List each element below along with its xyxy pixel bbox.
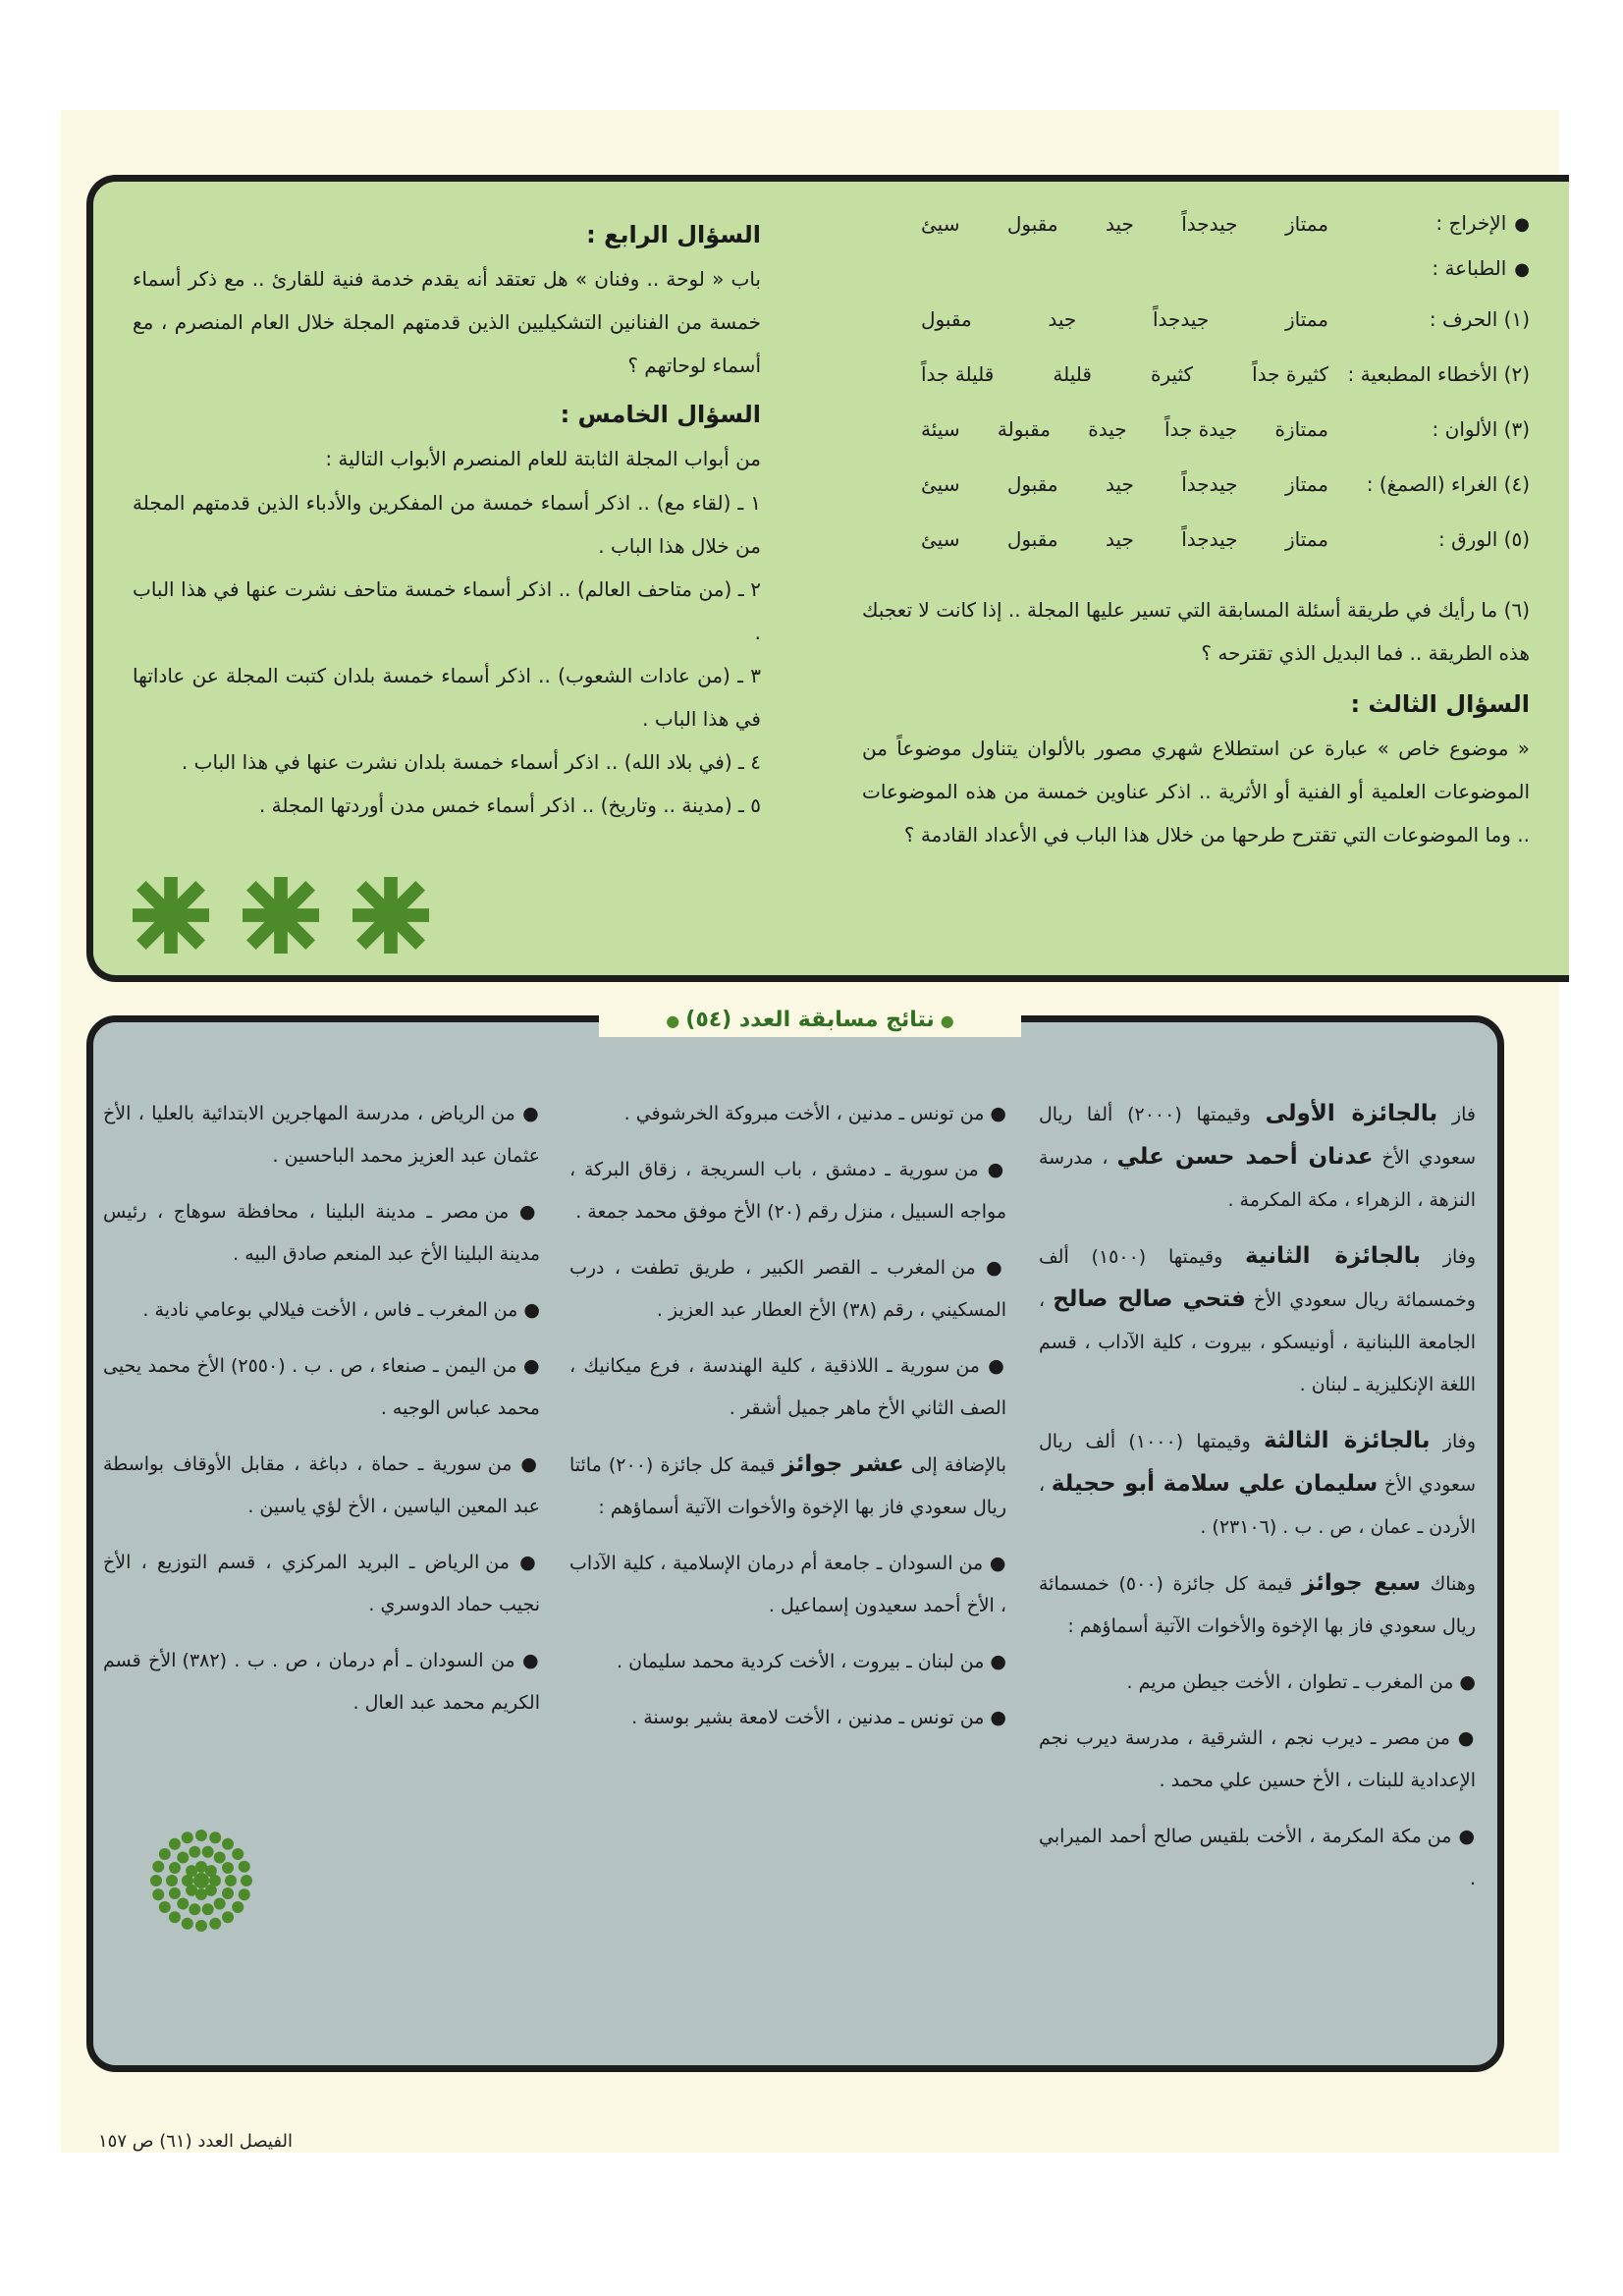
bullet-icon: ● <box>514 1103 541 1124</box>
result-entry <box>569 1345 1006 1430</box>
result-entry <box>569 1093 1006 1135</box>
rating-label: ● الطباعة : <box>1328 246 1530 292</box>
result-lead: فاز <box>1437 1104 1476 1125</box>
bullet-icon: ● <box>514 1650 540 1671</box>
rating-option: قليلة <box>1053 362 1092 386</box>
result-text: من المغرب ـ تطوان ، الأخت جيطن مريم . <box>1126 1671 1454 1693</box>
rating-option: ممتاز <box>1284 211 1328 236</box>
rating-option: جيد <box>1105 472 1134 496</box>
result-text: من الرياض ، مدرسة المهاجرين الابتدائية بالعليا ، الأخ عثمان عبد العزيز محمد الباحسين . <box>103 1103 540 1167</box>
questions-left-column <box>133 182 761 975</box>
rating-option: مقبولة <box>997 417 1051 441</box>
rating-row <box>862 402 1530 457</box>
result-entry <box>103 1640 540 1724</box>
result-entry <box>1039 1562 1476 1648</box>
result-entry <box>1039 1816 1476 1900</box>
bullet-icon: ● <box>984 1707 1006 1728</box>
result-entry <box>569 1697 1006 1739</box>
result-lead: وفاز <box>1430 1431 1476 1452</box>
result-entry <box>1039 1662 1476 1704</box>
result-text: من لبنان ـ بيروت ، الأخت كردية محمد سليمان . <box>617 1651 985 1672</box>
dot-icon: ● <box>666 1011 680 1030</box>
result-text: وقيمتها (٢٠٠٠) ألفا ريال سعودي الأخ <box>1039 1104 1476 1169</box>
question-3-title: السؤال الثالث : <box>1350 690 1530 718</box>
question-6: (٦) ما رأيك في طريقة أسئلة المسابقة التي تسير عليها المجلة .. إذا كانت لا تعجبك هذه الطريقة .. فما البديل الذي تقترحه ؟ <box>862 598 1530 665</box>
question-5-title: السؤال الخامس : <box>560 401 761 428</box>
result-lead: وهناك <box>1421 1573 1476 1595</box>
rating-option: مقبول <box>1006 472 1058 496</box>
rating-label: (٤) الغراء (الصمغ) : <box>1366 472 1530 496</box>
result-text: قيمة كل جائزة (٢٠٠) مائتا ريال سعودي فاز بها الإخوة والأخوات الآتية أسماؤهم : <box>569 1454 1006 1518</box>
result-entry <box>569 1641 1006 1683</box>
rating-label: (٣) الألوان : <box>1432 417 1530 441</box>
result-prize: بالجائزة الثالثة <box>1264 1428 1431 1453</box>
decorative-flower-icon <box>147 1827 255 1935</box>
result-text: من تونس ـ مدنين ، الأخت مبروكة الخرشوفي . <box>623 1103 985 1124</box>
result-name: فتحي صالح صالح <box>1053 1286 1246 1312</box>
results-banner-title: نتائج مسابقة العدد (٥٤) <box>685 1008 935 1032</box>
result-entry <box>569 1543 1006 1627</box>
result-entry <box>1039 1093 1476 1222</box>
result-entry <box>569 1247 1006 1332</box>
rating-option: مقبول <box>1006 527 1058 551</box>
rating-label: ● الإخراج : <box>1328 201 1530 246</box>
question-5-item: ٥ ـ (مدينة .. وتاريخ) .. اذكر أسماء خمس مدن أوردتها المجلة . <box>258 793 761 817</box>
rating-row <box>862 246 1530 292</box>
rating-options <box>862 347 1328 402</box>
bullet-icon: ● <box>512 1453 540 1475</box>
rating-row <box>862 512 1530 567</box>
questions-right-column <box>862 182 1530 975</box>
rating-option: كثيرة <box>1150 362 1194 386</box>
rating-option: جيدجداً <box>1152 307 1210 331</box>
bullet-icon: ● <box>983 1553 1006 1574</box>
rating-option: جيدة <box>1088 417 1127 441</box>
rating-label: (٥) الورق : <box>1438 527 1530 551</box>
result-text: من تونس ـ مدنين ، الأخت لامعة بشير بوسنة . <box>631 1707 985 1728</box>
result-entry <box>1039 1235 1476 1406</box>
bullet-icon: ● <box>980 1355 1006 1377</box>
rating-option: ممتاز <box>1284 527 1328 551</box>
question-4-title: السؤال الرابع : <box>586 221 761 248</box>
rating-option: جيدجداً <box>1181 211 1238 236</box>
decorative-stars <box>133 877 429 954</box>
rating-options <box>862 292 1328 347</box>
result-text: من السودان ـ أم درمان ، ص . ب . (٣٨٢) الأخ قسم الكريم محمد عبد العال . <box>103 1650 540 1714</box>
bullet-icon: ● <box>1451 1826 1476 1847</box>
bullet-icon: ● <box>975 1257 1006 1279</box>
result-text: من الرياض ـ البريد المركزي ، قسم التوزيع ، الأخ نجيب حماد الدوسري . <box>103 1552 540 1615</box>
rating-option: سيئ <box>921 211 960 236</box>
rating-row <box>862 347 1530 402</box>
result-rest: ، الأردن ـ عمان ، ص . ب . (٢٣١٠٦) . <box>1039 1474 1476 1538</box>
rating-option: جيد <box>1105 527 1134 551</box>
rating-option: مقبول <box>1006 211 1058 236</box>
bullet-icon: ● <box>517 1299 540 1321</box>
result-entry <box>103 1542 540 1626</box>
result-text: وقيمتها (١٠٠٠) ألف ريال سعودي الأخ <box>1039 1431 1477 1496</box>
result-text: وقيمتها (١٥٠٠) ألف وخمسمائة ريال سعودي الأخ <box>1039 1246 1476 1311</box>
rating-rows <box>862 201 1530 567</box>
rating-option: ممتاز <box>1284 307 1328 331</box>
question-5-intro: من أبواب المجلة الثابتة للعام المنصرم الأبواب التالية : <box>325 447 761 470</box>
result-entry <box>103 1289 540 1332</box>
bullet-icon: ● <box>516 1355 541 1377</box>
rating-option: جيدة جداً <box>1163 417 1238 441</box>
rating-option: جيدجداً <box>1181 527 1238 551</box>
rating-options <box>862 512 1328 567</box>
asterisk-icon <box>352 877 429 954</box>
question-5-item: ١ ـ (لقاء مع) .. اذكر أسماء خمسة من المفكرين والأدباء الذين قدمتهم المجلة من خلال هذا الباب . <box>133 491 761 558</box>
results-column-1 <box>1039 1093 1476 1914</box>
rating-option: قليلة جداً <box>921 362 995 386</box>
result-name: سليمان علي سلامة أبو حجيلة <box>1051 1471 1379 1497</box>
result-rest: ، الجامعة اللبنانية ، أونيسكو ، بيروت ، كلية الآداب ، قسم اللغة الإنكليزية ـ لبنان . <box>1039 1289 1476 1395</box>
bullet-icon: ● <box>509 1201 540 1223</box>
result-prize: عشر جوائز <box>782 1451 904 1477</box>
question-5-item: ٣ ـ (من عادات الشعوب) .. اذكر أسماء خمسة بلدان كتبت المجلة عن عاداتها في هذا الباب . <box>133 664 761 731</box>
result-prize: بالجائزة الثانية <box>1245 1243 1421 1269</box>
rating-option: جيد <box>1105 211 1134 236</box>
rating-label: (١) الحرف : <box>1429 307 1530 331</box>
result-entry <box>1039 1420 1476 1549</box>
result-text: من المغرب ـ فاس ، الأخت فيلالي بوعامي نادية . <box>142 1299 518 1321</box>
bullet-icon: ● <box>984 1103 1006 1124</box>
rating-options <box>862 402 1328 457</box>
question-5-items <box>133 481 761 827</box>
rating-option: جيدجداً <box>1181 472 1238 496</box>
result-text: من سورية ـ اللاذقية ، كلية الهندسة ، فرع ميكانيك ، الصف الثاني الأخ ماهر جميل أشقر . <box>569 1355 1006 1419</box>
result-entry <box>569 1444 1006 1529</box>
rating-row <box>862 457 1530 512</box>
rating-row <box>862 292 1530 347</box>
result-text: من اليمن ـ صنعاء ، ص . ب . (٢٥٥٠) الأخ محمد يحيى محمد عباس الوجيه . <box>103 1355 540 1419</box>
bullet-icon: ● <box>978 1159 1006 1180</box>
rating-option: مقبول <box>921 307 972 331</box>
result-prize: بالجائزة الأولى <box>1265 1101 1438 1126</box>
questions-box <box>86 175 1569 982</box>
question-3-text: « موضوع خاص » عبارة عن استطلاع شهري مصور بالألوان يتناول موضوعاً من الموضوعات العلمية أو الفنية أو الأثرية .. اذكر عناوين خمسة من هذه الموضوعات .. وما الموضوعات التي تقترح طرحها من خلال هذا الباب في الأعداد القادمة ؟ <box>862 737 1530 847</box>
result-text: من مصر ـ ديرب نجم ، الشرقية ، مدرسة ديرب نجم الإعدادية للبنات ، الأخ حسين علي محمد . <box>1039 1727 1476 1791</box>
result-lead: وفاز <box>1420 1246 1477 1268</box>
rating-option: سيئة <box>921 417 960 441</box>
rating-option: سيئ <box>921 472 960 496</box>
bullet-icon: ● <box>509 1552 540 1573</box>
result-lead: بالإضافة إلى <box>903 1454 1006 1476</box>
dot-icon: ● <box>940 1011 954 1030</box>
bullet-icon: ● <box>1449 1727 1476 1749</box>
result-text: من سورية ـ حماة ، دباغة ، مقابل الأوقاف بواسطة عبد المعين الياسين ، الأخ لؤي ياسين . <box>103 1453 540 1517</box>
result-text: من مصر ـ مدينة البلينا ، محافظة سوهاج ، رئيس مدينة البلينا الأخ عبد المنعم صادق البيه . <box>103 1201 540 1265</box>
result-text: من المغرب ـ القصر الكبير ، طريق تطفت ، درب المسكيني ، رقم (٣٨) الأخ العطار عبد العزيز . <box>569 1257 1006 1321</box>
rating-option: سيئ <box>921 527 960 551</box>
result-prize: سبع جوائز <box>1301 1570 1422 1596</box>
asterisk-icon <box>243 877 319 954</box>
question-5-item: ٤ ـ (في بلاد الله) .. اذكر أسماء خمسة بلدان نشرت عنها في هذا الباب . <box>181 750 761 774</box>
bullet-icon: ● <box>1453 1671 1476 1693</box>
result-text: من السودان ـ جامعة أم درمان الإسلامية ، كلية الآداب ، الأخ أحمد سعيدون إسماعيل . <box>569 1553 1006 1616</box>
result-entry <box>569 1149 1006 1233</box>
results-column-2 <box>569 1093 1006 1753</box>
rating-label: (٢) الأخطاء المطبعية : <box>1347 362 1530 386</box>
rating-option: ممتازة <box>1274 417 1328 441</box>
result-entry <box>103 1444 540 1528</box>
result-entry <box>103 1345 540 1430</box>
rating-option: كثيرة جداً <box>1252 362 1328 386</box>
result-entry <box>103 1093 540 1177</box>
result-entry <box>103 1191 540 1276</box>
question-4-text: باب « لوحة .. وفنان » هل تعتقد أنه يقدم خدمة فنية للقارئ .. مع ذكر أسماء خمسة من الفنانين التشكيليين الذين قدمتهم المجلة خلال العام المنصرم ، مع أسماء لوحاتهم ؟ <box>133 267 761 377</box>
rating-option: جيد <box>1048 307 1077 331</box>
rating-row <box>862 201 1530 246</box>
result-rest: ، مدرسة النزهة ، الزهراء ، مكة المكرمة . <box>1039 1147 1476 1211</box>
results-column-3 <box>103 1093 540 1738</box>
result-text: من مكة المكرمة ، الأخت بلقيس صالح أحمد الميرابي . <box>1039 1826 1476 1889</box>
rating-options <box>862 202 1328 246</box>
result-text: قيمة كل جائزة (٥٠٠) خمسمائة ريال سعودي فاز بها الإخوة والأخوات الآتية أسماؤهم : <box>1039 1573 1476 1637</box>
results-box <box>86 1015 1504 2072</box>
rating-options <box>862 457 1328 512</box>
question-5-item: ٢ ـ (من متاحف العالم) .. اذكر أسماء خمسة متاحف نشرت عنها في هذا الباب . <box>133 577 761 644</box>
page-footer: الفيصل العدد (٦١) ص ١٥٧ <box>98 2131 293 2152</box>
bullet-icon: ● <box>984 1651 1006 1672</box>
result-name: عدنان أحمد حسن علي <box>1116 1144 1374 1170</box>
rating-option: ممتاز <box>1284 472 1328 496</box>
asterisk-icon <box>133 877 209 954</box>
result-entry <box>1039 1718 1476 1802</box>
result-text: من سورية ـ دمشق ، باب السريجة ، زقاق البركة ، مواجه السبيل ، منزل رقم (٢٠) الأخ موفق محمد جمعة . <box>569 1159 1006 1223</box>
results-banner <box>599 1004 1021 1037</box>
